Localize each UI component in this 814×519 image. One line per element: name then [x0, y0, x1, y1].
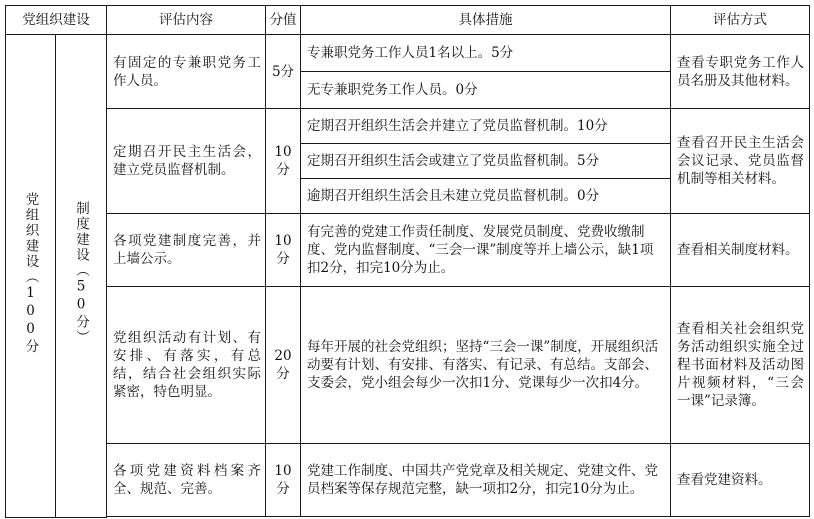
table-row — [6, 35, 810, 72]
item-measure: 每年开展的社会党组织；坚持“三会一课”制度，开展组织活动要有计划、有安排、有落实、有记录、有总结。支部会、支委会，党小组会每少一次扣1分、党课每少一次扣4分。 — [301, 287, 671, 444]
item-measure: 定期召开组织生活会或建立了党员监督机制。5分 — [301, 144, 671, 179]
header-content: 评估内容 — [107, 6, 266, 35]
category-cell — [6, 35, 56, 518]
item-method: 查看相关制度材料。 — [671, 214, 810, 287]
subcategory-label: 制度建设（50分） — [73, 201, 89, 346]
item-content: 党组织活动有计划、有安排、有落实，有总结，结合社会组织实际紧密，特色明显。 — [107, 287, 266, 444]
header-category: 党组织建设 — [6, 6, 107, 35]
item-score: 10分 — [266, 214, 301, 287]
item-measure: 无专兼职党务工作人员。0分 — [301, 72, 671, 109]
item-method: 查看党建资料。 — [671, 444, 810, 517]
table-row — [6, 214, 810, 287]
header-method: 评估方式 — [671, 6, 810, 35]
item-method: 查看专职党务工作人员名册及其他材料。 — [671, 35, 810, 109]
item-measure: 定期召开组织生活会并建立了党员监督机制。10分 — [301, 109, 671, 144]
table-row — [6, 287, 810, 444]
table-row — [6, 444, 810, 517]
item-score: 10分 — [266, 109, 301, 214]
item-content: 各项党建制度完善，并上墙公示。 — [107, 214, 266, 287]
header-measures: 具体措施 — [301, 6, 671, 35]
item-content: 各项党建资料档案齐全、规范、完善。 — [107, 444, 266, 517]
item-method: 查看相关社会组织党务活动组织实施全过程书面材料及活动图片视频材料，“三会一课”记录簿。 — [671, 287, 810, 444]
subcategory-cell — [56, 35, 107, 518]
category-label: 党组织建设（100分 — [22, 192, 39, 355]
header-row — [6, 6, 810, 35]
item-score: 20分 — [266, 287, 301, 444]
item-score: 10分 — [266, 444, 301, 517]
item-content: 定期召开民主生活会，建立党员监督机制。 — [107, 109, 266, 214]
item-measure: 专兼职党务工作人员1名以上。5分 — [301, 35, 671, 72]
item-score: 5分 — [266, 35, 301, 109]
table-row — [6, 109, 810, 144]
item-measure: 逾期召开组织生活会且未建立党员监督机制。0分 — [301, 179, 671, 214]
item-measure: 有完善的党建工作责任制度、发展党员制度、党费收缴制度、党内监督制度、“三会一课”制度等并上墙公示，缺1项扣2分，扣完10分为止。 — [301, 214, 671, 287]
header-score: 分值 — [266, 6, 301, 35]
item-method: 查看召开民主生活会会议记录、党员监督机制等相关材料。 — [671, 109, 810, 214]
evaluation-table — [5, 5, 810, 518]
item-content: 有固定的专兼职党务工作人员。 — [107, 35, 266, 109]
item-measure: 党建工作制度、中国共产党党章及相关规定、党建文件、党员档案等保存规范完整，缺一项扣2分，扣完10分为止。 — [301, 444, 671, 517]
